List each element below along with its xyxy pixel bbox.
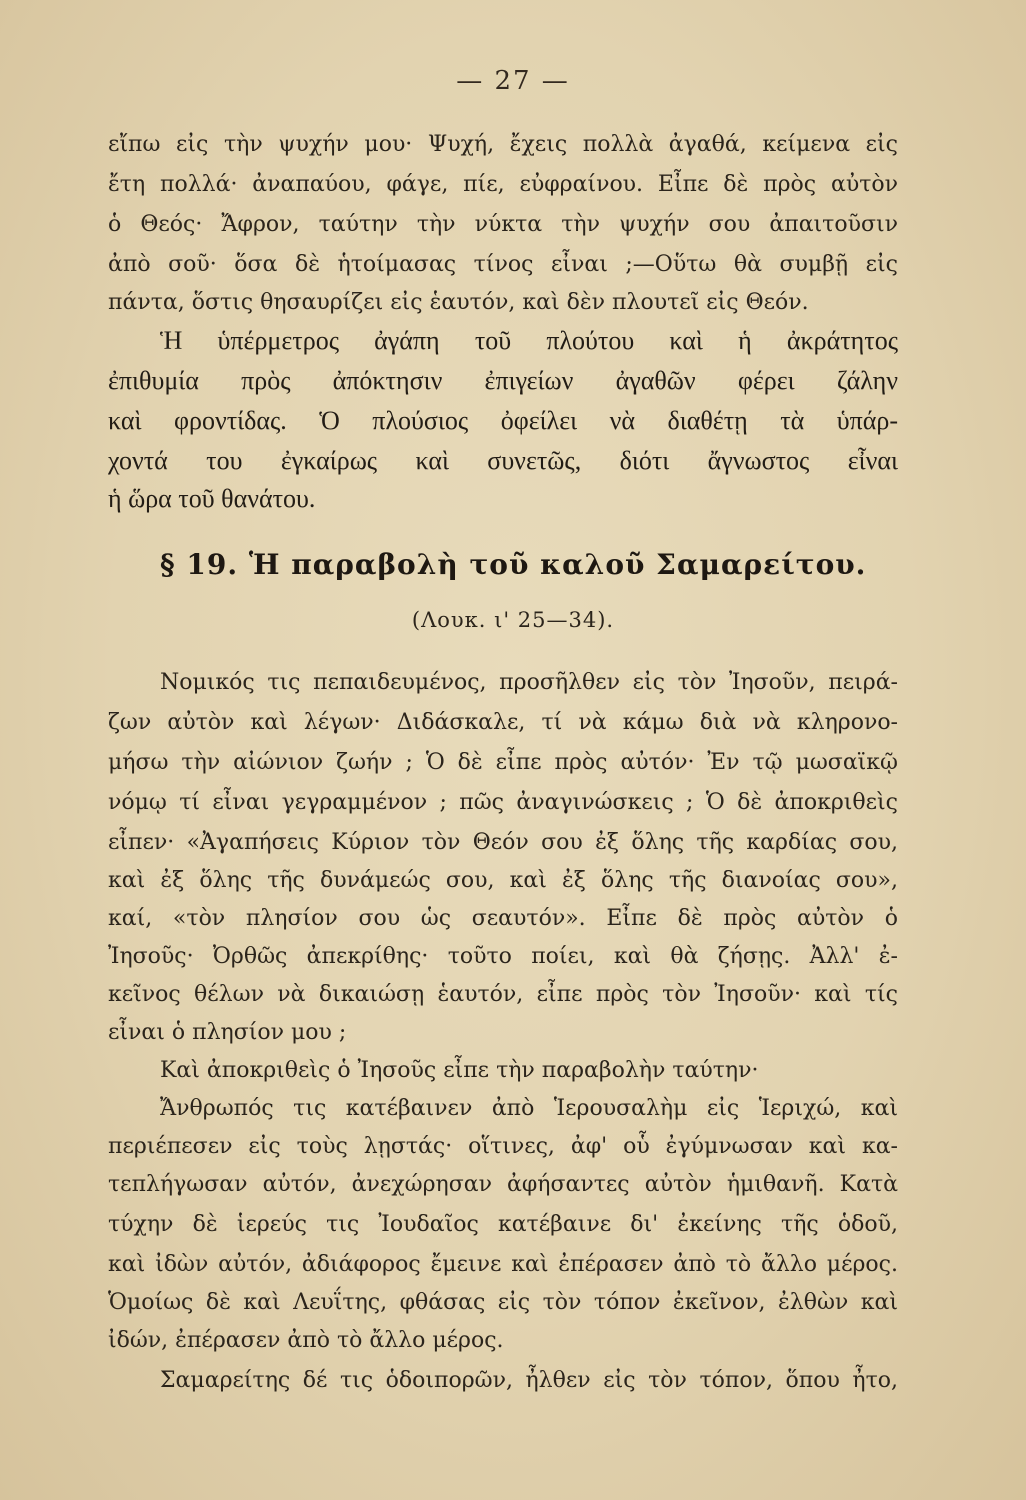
section-heading: § 19. Ἡ παραβολὴ τοῦ καλοῦ Σαμαρείτου. xyxy=(160,548,867,581)
text-line: νόμῳ τί εἶναι γεγραμμένον ; πῶς ἀναγινώσκεις ; Ὁ δὲ ἀποκριθεὶς xyxy=(108,790,898,815)
page-number: — 27 — xyxy=(456,66,570,96)
text-line: ἰδών, ἐπέρασεν ἀπὸ τὸ ἄλλο μέρος. xyxy=(108,1328,504,1353)
text-line: κεῖνος θέλων νὰ δικαιώσῃ ἑαυτόν, εἶπε πρὸς τὸν Ἰησοῦν· καὶ τίς xyxy=(108,982,898,1007)
text-line: Σαμαρείτης δέ τις ὁδοιπορῶν, ἦλθεν εἰς τὸν τόπον, ὅπου ἦτο, xyxy=(160,1368,898,1393)
text-line: εἶναι ὁ πλησίον μου ; xyxy=(108,1020,347,1045)
text-line: καὶ φροντίδας. Ὁ πλούσιος ὀφείλει νὰ διαθέτῃ τὰ ὑπάρ- xyxy=(108,406,898,435)
text-line: τεπλήγωσαν αὐτόν, ἀνεχώρησαν ἀφήσαντες αὐτὸν ἡμιθανῆ. Κατὰ xyxy=(108,1172,898,1197)
text-line: ἡ ὥρα τοῦ θανάτου. xyxy=(108,484,316,513)
text-line: χοντά του ἐγκαίρως καὶ συνετῶς, διότι ἄγνωστος εἶναι xyxy=(108,446,898,475)
scripture-reference: (Λουκ. ι' 25—34). xyxy=(411,608,615,632)
text-line: εἶπεν· «Ἀγαπήσεις Κύριον τὸν Θεόν σου ἐξ ὅλης τῆς καρδίας σου, xyxy=(108,830,898,855)
text-line: εἴπω εἰς τὴν ψυχήν μου· Ψυχή, ἔχεις πολλὰ ἀγαθά, κείμενα εἰς xyxy=(108,132,898,157)
text-line: καί, «τὸν πλησίον σου ὡς σεαυτόν». Εἶπε δὲ πρὸς αὐτὸν ὁ xyxy=(108,906,898,931)
text-line: Καὶ ἀποκριθεὶς ὁ Ἰησοῦς εἶπε τὴν παραβολὴν ταύτην· xyxy=(160,1058,759,1083)
text-line: ὁ Θεός· Ἄφρον, ταύτην τὴν νύκτα τὴν ψυχήν σου ἀπαιτοῦσιν xyxy=(108,212,898,237)
text-line: τύχην δὲ ἱερεύς τις Ἰουδαῖος κατέβαινε δι' ἐκείνης τῆς ὁδοῦ, xyxy=(108,1212,898,1237)
text-line: μήσω τὴν αἰώνιον ζωήν ; Ὁ δὲ εἶπε πρὸς αὐτόν· Ἐν τῷ μωσαϊκῷ xyxy=(108,750,898,775)
text-line: Ἰησοῦς· Ὀρθῶς ἀπεκρίθης· τοῦτο ποίει, καὶ θὰ ζήσῃς. Ἀλλ' ἐ- xyxy=(108,944,898,969)
text-line: περιέπεσεν εἰς τοὺς λῃστάς· οἵτινες, ἀφ' οὗ ἐγύμνωσαν καὶ κα- xyxy=(108,1134,898,1159)
text-line: Ὁμοίως δὲ καὶ Λευΐτης, φθάσας εἰς τὸν τόπον ἐκεῖνον, ἐλθὼν καὶ xyxy=(108,1290,898,1315)
text-line: ζων αὐτὸν καὶ λέγων· Διδάσκαλε, τί νὰ κάμω διὰ νὰ κληρονο- xyxy=(108,710,898,735)
text-line: ἀπὸ σοῦ· ὅσα δὲ ἡτοίμασας τίνος εἶναι ;—Οὕτω θὰ συμβῇ εἰς xyxy=(108,252,898,277)
text-line: Ἡ ὑπέρμετρος ἀγάπη τοῦ πλούτου καὶ ἡ ἀκράτητος xyxy=(160,326,898,355)
text-line: καὶ ἰδὼν αὐτόν, ἀδιάφορος ἔμεινε καὶ ἐπέρασεν ἀπὸ τὸ ἄλλο μέρος. xyxy=(108,1252,898,1277)
text-line: ἔτη πολλά· ἀναπαύου, φάγε, πίε, εὐφραίνου. Εἶπε δὲ πρὸς αὐτὸν xyxy=(108,172,898,197)
text-line: πάντα, ὅστις θησαυρίζει εἰς ἑαυτόν, καὶ δὲν πλουτεῖ εἰς Θεόν. xyxy=(108,290,809,315)
text-line: ἐπιθυμία πρὸς ἀπόκτησιν ἐπιγείων ἀγαθῶν φέρει ζάλην xyxy=(108,366,898,395)
text-line: Ἄνθρωπός τις κατέβαινεν ἀπὸ Ἱερουσαλὴμ εἰς Ἱεριχώ, καὶ xyxy=(160,1096,898,1121)
text-line: καὶ ἐξ ὅλης τῆς δυνάμεώς σου, καὶ ἐξ ὅλης τῆς διανοίας σου», xyxy=(108,868,898,893)
text-line: Νομικός τις πεπαιδευμένος, προσῆλθεν εἰς τὸν Ἰησοῦν, πειρά- xyxy=(160,670,898,695)
